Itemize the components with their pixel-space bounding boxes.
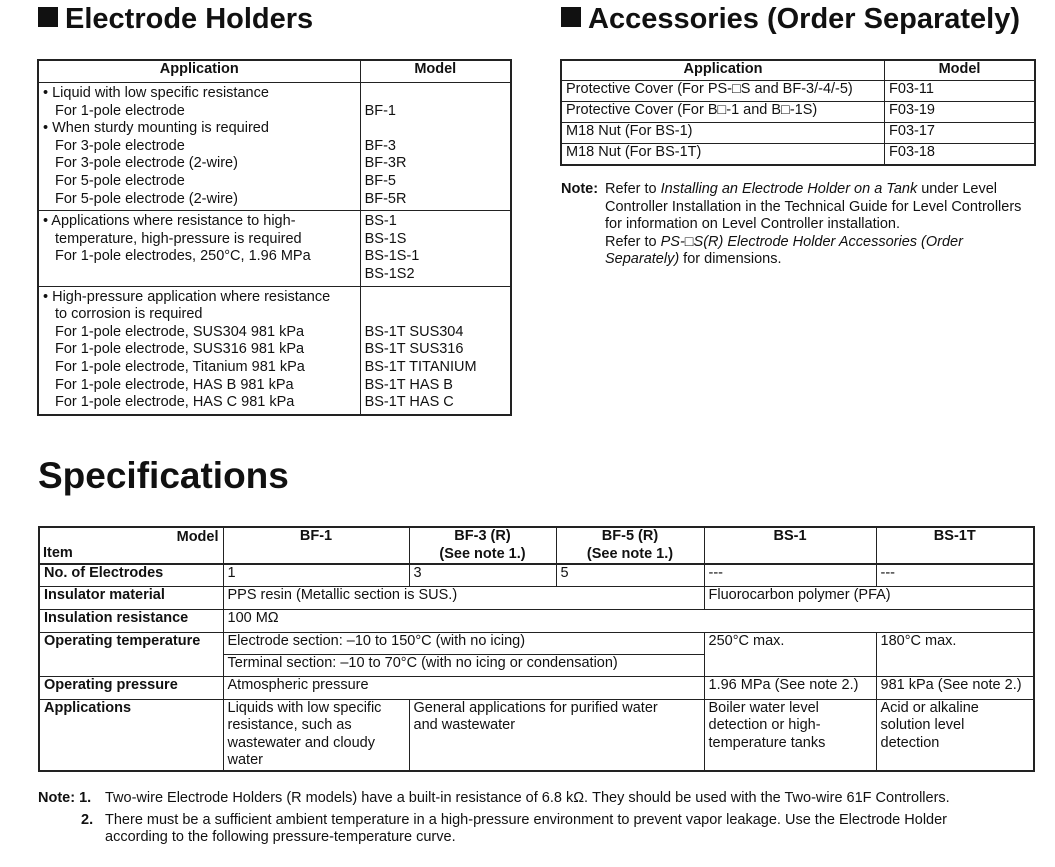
model-cell: BF-1 BF-3 BF-3R BF-5 BF-5R: [360, 83, 511, 211]
table-cell: 3: [409, 564, 556, 586]
row-header: No. of Electrodes: [39, 564, 223, 586]
note-label: Note:: [561, 181, 599, 197]
application-cell: Protective Cover (For PS-□S and BF-3/-4/-5): [561, 81, 885, 102]
column-header-application: Application: [561, 60, 885, 81]
model-cell: F03-11: [885, 81, 1035, 102]
specifications-notes: [38, 790, 1038, 851]
application-cell: • Applications where resistance to high- temperature, high-pressure is required For 1-pole electrodes, 250°C, 1.96 MPa: [38, 211, 360, 286]
application-cell: • High-pressure application where resistance to corrosion is required For 1-pole electrode, SUS304 981 kPa For 1-pole electrode, SUS316 981 kPa For 1-pole electrode, Titanium 981 kPa For 1-pole electrode, HAS B 981 kPa For 1-pole electrode, HAS C 981 kPa: [38, 286, 360, 415]
column-header-model: Model: [360, 60, 511, 83]
table-cell: 1: [223, 564, 409, 586]
table-row: [38, 211, 511, 286]
electrode-holders-table: [37, 59, 512, 416]
row-header: Applications: [39, 699, 223, 771]
table-cell: 250°C max.: [704, 632, 876, 676]
table-header-row: [39, 527, 1034, 564]
model-cell: F03-19: [885, 102, 1035, 123]
table-cell: Liquids with low specific resistance, such as wastewater and cloudy water: [223, 699, 409, 771]
column-header-bs1t: BS-1T: [876, 527, 1034, 564]
note-label: 2.: [81, 811, 94, 828]
table-cell: Fluorocarbon polymer (PFA): [704, 586, 1034, 609]
table-cell: Boiler water level detection or high- temperature tanks: [704, 699, 876, 771]
row-header: Insulator material: [39, 586, 223, 609]
corner-cell: Model Item: [39, 527, 223, 564]
note-label: Note: 1.: [38, 790, 92, 806]
accessories-note: [561, 181, 1041, 269]
table-cell: Acid or alkaline solution level detection: [876, 699, 1034, 771]
note-item: 2. There must be a sufficient ambient temperature in a high-pressure environment to prevent vapor leakage. Use the Electrode Holder according to the following pressure-temperature curve.: [81, 811, 947, 846]
table-cell: Terminal section: –10 to 70°C (with no icing or condensation): [223, 654, 704, 676]
table-row: [39, 609, 1034, 632]
table-cell: ---: [704, 564, 876, 586]
table-row: [561, 81, 1035, 102]
note-body: Refer to Installing an Electrode Holder on a Tank under Level Controller Installation in the Technical Guide for Level Controllers for information on Level Controller installation. Refer to PS-□S(R) Electrode Holder Accessories (Order Separately) for dimensions.: [605, 181, 1022, 268]
black-square-icon: [38, 7, 58, 27]
table-header-row: [561, 60, 1035, 81]
column-header-application: Application: [38, 60, 360, 83]
table-cell: ---: [876, 564, 1034, 586]
specifications-table: [38, 526, 1035, 772]
table-cell: PPS resin (Metallic section is SUS.): [223, 586, 704, 609]
application-cell: • Liquid with low specific resistance For 1-pole electrode • When sturdy mounting is required For 3-pole electrode For 3-pole electrode (2-wire) For 5-pole electrode For 5-pole electrode (2-wire): [38, 83, 360, 211]
note-item: Note: 1. Two-wire Electrode Holders (R models) have a built-in resistance of 6.8 kΩ. They should be used with the Two-wire 61F Controllers.: [38, 790, 950, 806]
application-cell: M18 Nut (For BS-1): [561, 123, 885, 144]
column-header-bf5: BF-5 (R) (See note 1.): [556, 527, 704, 564]
table-header-row: [38, 60, 511, 83]
table-cell: Atmospheric pressure: [223, 676, 704, 699]
electrode-holders-heading: Electrode Holders: [38, 3, 313, 35]
black-square-icon: [561, 7, 581, 27]
table-row: [39, 564, 1034, 586]
application-cell: Protective Cover (For B□-1 and B□-1S): [561, 102, 885, 123]
table-row: [561, 144, 1035, 166]
table-cell: 5: [556, 564, 704, 586]
table-row: [561, 102, 1035, 123]
model-cell: F03-18: [885, 144, 1035, 166]
table-row: [38, 286, 511, 415]
table-cell: Electrode section: –10 to 150°C (with no icing): [223, 632, 704, 654]
model-cell: F03-17: [885, 123, 1035, 144]
column-header-model: Model: [885, 60, 1035, 81]
column-header-bf1: BF-1: [223, 527, 409, 564]
row-header: Insulation resistance: [39, 609, 223, 632]
table-row: [561, 123, 1035, 144]
table-row: [39, 632, 1034, 654]
model-cell: BS-1T SUS304 BS-1T SUS316 BS-1T TITANIUM BS-1T HAS B BS-1T HAS C: [360, 286, 511, 415]
table-cell: 1.96 MPa (See note 2.): [704, 676, 876, 699]
table-cell: General applications for purified water and wastewater: [409, 699, 704, 771]
table-row: [38, 83, 511, 211]
column-header-bf3: BF-3 (R) (See note 1.): [409, 527, 556, 564]
table-cell: 180°C max.: [876, 632, 1034, 676]
model-cell: BS-1 BS-1S BS-1S-1 BS-1S2: [360, 211, 511, 286]
column-header-bs1: BS-1: [704, 527, 876, 564]
specifications-heading: Specifications: [38, 455, 289, 496]
table-row: [39, 699, 1034, 771]
table-row: [39, 586, 1034, 609]
row-header: Operating pressure: [39, 676, 223, 699]
accessories-table: [560, 59, 1036, 166]
accessories-heading: Accessories (Order Separately): [561, 3, 1020, 35]
table-cell: 100 MΩ: [223, 609, 1034, 632]
table-cell: 981 kPa (See note 2.): [876, 676, 1034, 699]
table-row: [39, 676, 1034, 699]
application-cell: M18 Nut (For BS-1T): [561, 144, 885, 166]
row-header: Operating temperature: [39, 632, 223, 676]
